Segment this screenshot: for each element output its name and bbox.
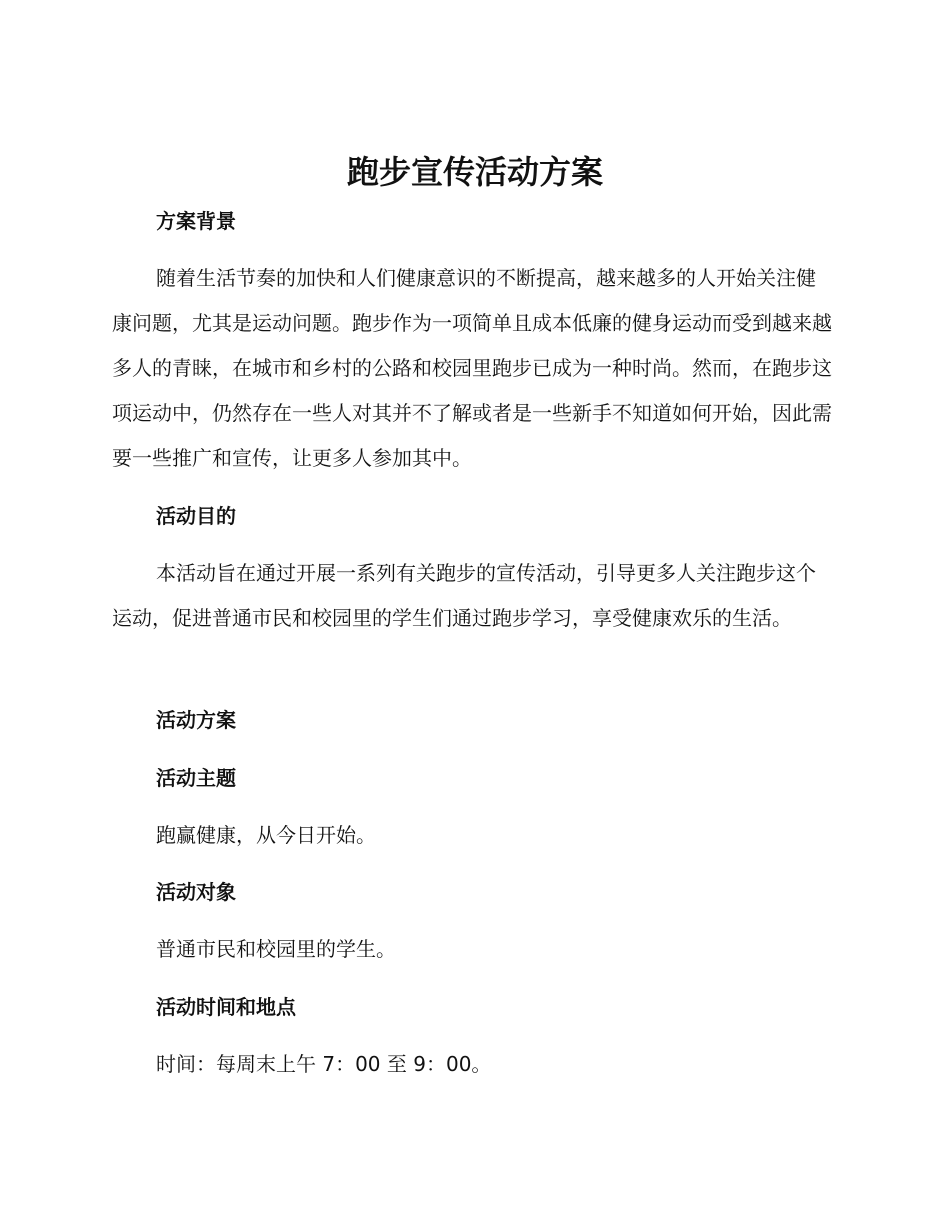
section-heading-target: 活动对象 <box>156 880 236 904</box>
section-heading-theme: 活动主题 <box>156 766 236 790</box>
section-heading-background: 方案背景 <box>156 209 236 233</box>
section-heading-purpose: 活动目的 <box>156 504 236 528</box>
paragraph-purpose: 本活动旨在通过开展一系列有关跑步的宣传活动，引导更多人关注跑步这个运动，促进普通市民和校园里的学生们通过跑步学习，享受健康欢乐的生活。 <box>112 561 816 630</box>
document-title: 跑步宣传活动方案 <box>346 153 603 191</box>
section-heading-plan: 活动方案 <box>156 708 236 732</box>
paragraph-background: 随着生活节奏的加快和人们健康意识的不断提高，越来越多的人开始关注健康问题，尤其是运动问题。跑步作为一项简单且成本低廉的健身运动而受到越来越多人的青睐，在城市和乡村的公路和校园里跑步已成为一种时尚。然而，在跑步这项运动中，仍然存在一些人对其并不了解或者是一些新手不知道如何开始，因此需要一些推广和宣传，让更多人参加其中。 <box>112 266 832 470</box>
target-text: 普通市民和校园里的学生。 <box>156 937 396 961</box>
theme-text: 跑赢健康，从今日开始。 <box>156 823 376 847</box>
section-heading-time-place: 活动时间和地点 <box>156 995 296 1019</box>
time-text: 时间：每周末上午 7：00 至 9：00。 <box>156 1052 492 1076</box>
